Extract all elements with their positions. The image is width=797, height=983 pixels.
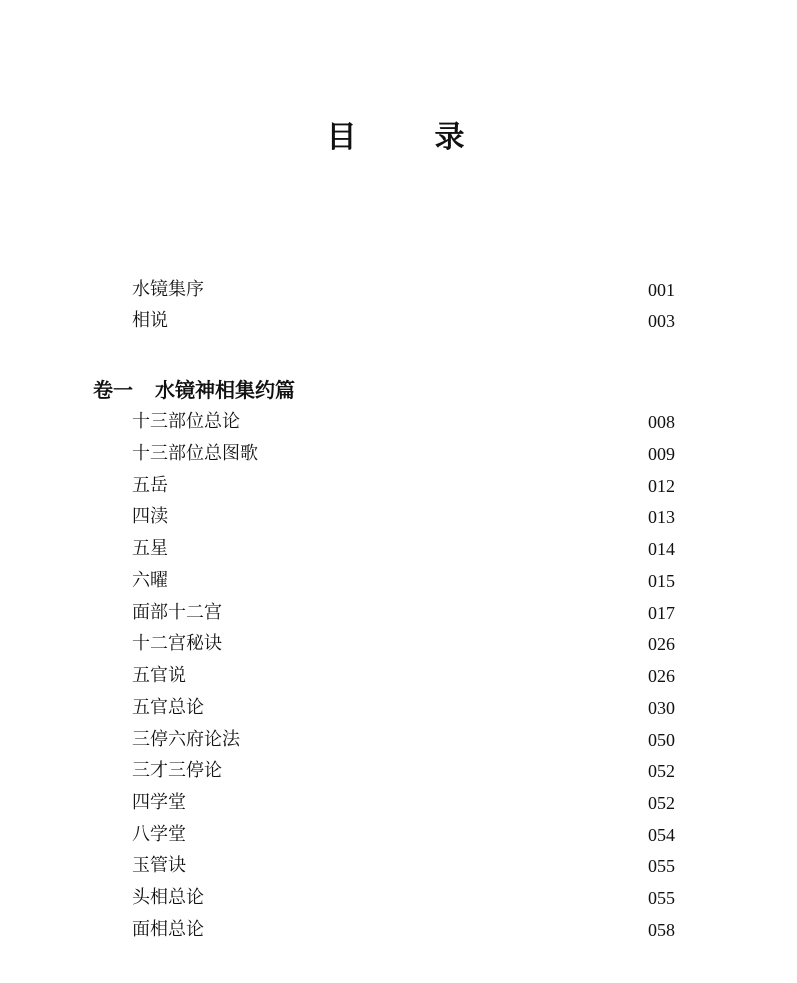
toc-entry-label: 面部十二宫	[132, 602, 222, 623]
toc-entry[interactable]	[132, 918, 675, 942]
toc-entry-label: 五星	[132, 538, 168, 559]
dot-leader	[232, 759, 636, 783]
toc-entry-page: 017	[648, 603, 675, 623]
toc-entry[interactable]	[132, 474, 675, 498]
toc-entry-label: 三才三停论	[132, 760, 222, 781]
section-heading	[93, 376, 295, 404]
dot-leader	[178, 505, 636, 529]
toc-entry-page: 054	[648, 825, 675, 845]
toc-entry-label: 相说	[132, 310, 168, 331]
toc-entry[interactable]	[132, 759, 675, 783]
toc-entry-label: 五官总论	[132, 697, 204, 718]
toc-entry-page: 015	[648, 571, 675, 591]
dot-leader	[178, 309, 636, 333]
toc-entry-page: 026	[648, 634, 675, 654]
toc-entry-xiangshuo[interactable]	[132, 309, 675, 333]
toc-entry-page: 013	[648, 507, 675, 527]
toc-entry[interactable]	[132, 601, 675, 625]
dot-leader	[214, 886, 636, 910]
toc-entry-label: 八学堂	[132, 824, 186, 845]
toc-entry-label: 五岳	[132, 475, 168, 496]
toc-entry-label: 十三部位总图歌	[132, 443, 258, 464]
toc-entry-label: 面相总论	[132, 919, 204, 940]
toc-entry-page: 008	[648, 412, 675, 432]
toc-entry-page: 003	[648, 311, 675, 331]
toc-entry[interactable]	[132, 854, 675, 878]
page-title: 目 录	[326, 120, 489, 155]
toc-entry-label: 四渎	[132, 506, 168, 527]
dot-leader	[232, 632, 636, 656]
dot-leader	[196, 823, 636, 847]
dot-leader	[178, 569, 636, 593]
toc-entry-page: 052	[648, 793, 675, 813]
dot-leader	[268, 442, 636, 466]
toc-entry-label: 玉管诀	[132, 855, 186, 876]
toc-entry[interactable]	[132, 569, 675, 593]
toc-entry[interactable]	[132, 537, 675, 561]
toc-entry[interactable]	[132, 696, 675, 720]
dot-leader	[250, 728, 636, 752]
toc-entry-label: 十三部位总论	[132, 411, 240, 432]
toc-entry[interactable]	[132, 410, 675, 434]
dot-leader	[214, 918, 636, 942]
dot-leader	[196, 791, 636, 815]
toc-entry-label: 三停六府论法	[132, 729, 240, 750]
toc-entry-preface[interactable]	[132, 278, 675, 302]
toc-entry-page: 026	[648, 666, 675, 686]
toc-entry-page: 001	[648, 280, 675, 300]
toc-entry-label: 六曜	[132, 570, 168, 591]
toc-entry-label: 头相总论	[132, 887, 204, 908]
toc-entry-label: 四学堂	[132, 792, 186, 813]
dot-leader	[214, 278, 636, 302]
toc-entry-page: 014	[648, 539, 675, 559]
dot-leader	[214, 696, 636, 720]
dot-leader	[178, 474, 636, 498]
toc-entry-page: 055	[648, 856, 675, 876]
dot-leader	[178, 537, 636, 561]
toc-entry-page: 030	[648, 698, 675, 718]
toc-entry-page: 055	[648, 888, 675, 908]
toc-entry[interactable]	[132, 823, 675, 847]
section-volume: 卷一	[93, 378, 133, 402]
dot-leader	[196, 854, 636, 878]
toc-entry[interactable]	[132, 505, 675, 529]
toc-entry[interactable]	[132, 728, 675, 752]
dot-leader	[196, 664, 636, 688]
toc-entry-label: 五官说	[132, 665, 186, 686]
toc-entry-page: 009	[648, 444, 675, 464]
toc-entry-page: 050	[648, 730, 675, 750]
dot-leader	[232, 601, 636, 625]
dot-leader	[250, 410, 636, 434]
toc-entry[interactable]	[132, 632, 675, 656]
toc-entry-page: 058	[648, 920, 675, 940]
toc-entry-label: 十二宫秘诀	[132, 633, 222, 654]
toc-entry-page: 012	[648, 476, 675, 496]
toc-entry[interactable]	[132, 442, 675, 466]
toc-entry[interactable]	[132, 791, 675, 815]
toc-entry[interactable]	[132, 886, 675, 910]
section-name: 水镜神相集约篇	[155, 378, 295, 402]
toc-entry-label: 水镜集序	[132, 279, 204, 300]
toc-entry-page: 052	[648, 761, 675, 781]
toc-entry[interactable]	[132, 664, 675, 688]
